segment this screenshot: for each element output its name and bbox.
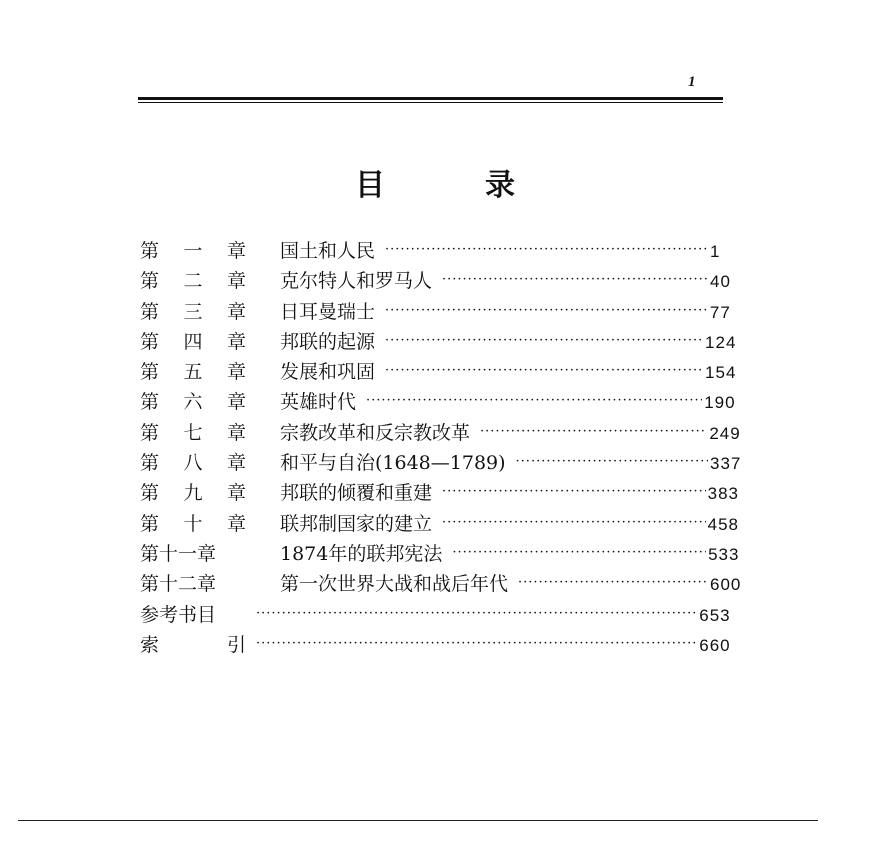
chapter-label-char: 七 (183, 421, 203, 444)
entry-title: 邦联的起源 (280, 330, 376, 353)
chapter-label-char: 章 (226, 391, 246, 414)
dot-leader (442, 265, 708, 295)
toc-entry[interactable] (140, 448, 742, 478)
page-reference: 77 (709, 302, 731, 322)
chapter-label-char: 第 (140, 421, 160, 444)
chapter-label (140, 569, 246, 599)
dot-leader (442, 508, 706, 538)
chapter-label-char: 第十二章 (140, 573, 217, 596)
page-reference: 383 (707, 484, 739, 504)
footer-rule (18, 820, 818, 821)
chapter-label (140, 236, 246, 266)
chapter-label-char: 第 (140, 361, 160, 384)
page-reference: 660 (699, 635, 731, 655)
chapter-label-char: 二 (183, 270, 203, 293)
page-reference: 653 (699, 605, 731, 625)
chapter-label-char: 五 (183, 361, 203, 384)
dot-leader (385, 235, 708, 265)
chapter-label (140, 357, 246, 387)
toc-entry[interactable] (140, 266, 731, 296)
chapter-label (140, 418, 246, 448)
entry-title: 国土和人民 (280, 240, 376, 262)
chapter-label-char: 引 (226, 633, 246, 656)
page-reference: 337 (710, 454, 742, 474)
chapter-label (140, 539, 246, 569)
chapter-label (140, 448, 246, 478)
chapter-label-char: 参考书目 (140, 603, 217, 626)
dot-leader (256, 629, 697, 659)
dot-leader (366, 386, 702, 416)
toc-entry[interactable] (140, 387, 736, 417)
chapter-label-char: 章 (226, 240, 246, 262)
entry-title: 1874年的联邦宪法 (280, 542, 443, 565)
chapter-label (140, 509, 246, 539)
page-reference: 600 (710, 575, 742, 595)
title-char-left: 目 (355, 168, 385, 203)
chapter-label-char: 第 (140, 391, 160, 414)
chapter-label-char: 一 (183, 240, 203, 262)
entry-title: 发展和巩固 (280, 361, 376, 384)
title-char-right: 录 (485, 168, 515, 203)
entry-title: 联邦制国家的建立 (280, 512, 433, 535)
chapter-label (140, 387, 246, 417)
chapter-label-char: 章 (226, 300, 246, 323)
page-reference: 154 (705, 363, 737, 383)
dot-leader (442, 477, 706, 507)
chapter-label (140, 478, 246, 508)
page-reference: 124 (705, 332, 737, 352)
page-number: 1 (688, 74, 696, 90)
chapter-label (140, 630, 246, 660)
chapter-label-char: 第 (140, 330, 160, 353)
page-reference: 1 (710, 242, 721, 261)
entry-title: 邦联的倾覆和重建 (280, 482, 433, 505)
toc-entry[interactable] (140, 630, 731, 660)
dot-leader (385, 296, 708, 326)
entry-title: 宗教改革和反宗教改革 (280, 421, 471, 444)
entry-title: 和平与自治(1648—1789) (280, 452, 506, 475)
page-reference: 458 (707, 514, 739, 534)
toc-entry[interactable] (140, 509, 739, 539)
chapter-label-char: 章 (226, 452, 246, 475)
dot-leader (518, 568, 708, 598)
chapter-label-char: 四 (183, 330, 203, 353)
chapter-label-char: 章 (226, 512, 246, 535)
chapter-label (140, 297, 246, 327)
entry-title: 日耳曼瑞士 (280, 300, 376, 323)
toc-entry[interactable] (140, 569, 742, 599)
toc-entry[interactable] (140, 600, 731, 630)
dot-leader (385, 356, 703, 386)
chapter-label-char: 第 (140, 482, 160, 505)
chapter-label-char: 章 (226, 421, 246, 444)
chapter-label-char: 第 (140, 300, 160, 323)
header-rule (138, 97, 723, 103)
table-of-contents (140, 236, 742, 660)
dot-leader (256, 599, 697, 629)
entry-title: 克尔特人和罗马人 (280, 270, 433, 293)
chapter-label-char: 章 (226, 270, 246, 293)
chapter-label-char: 八 (183, 452, 203, 475)
chapter-label-char: 章 (226, 361, 246, 384)
toc-entry[interactable] (140, 539, 740, 569)
page-title (0, 160, 870, 204)
chapter-label (140, 600, 246, 630)
toc-entry[interactable] (140, 478, 739, 508)
chapter-label (140, 327, 246, 357)
chapter-label-char: 三 (183, 300, 203, 323)
dot-leader (516, 447, 708, 477)
toc-entry[interactable] (140, 236, 720, 266)
dot-leader (385, 326, 703, 356)
toc-entry[interactable] (140, 297, 731, 327)
page-reference: 40 (710, 272, 731, 292)
chapter-label-char: 九 (183, 482, 203, 505)
page-reference: 249 (709, 423, 741, 443)
entry-title: 英雄时代 (280, 391, 357, 414)
chapter-label-char: 章 (226, 330, 246, 353)
chapter-label-char: 索 (140, 633, 160, 656)
dot-leader (480, 417, 707, 447)
toc-entry[interactable] (140, 357, 737, 387)
toc-entry[interactable] (140, 327, 737, 357)
page-reference: 190 (704, 393, 736, 413)
entry-title: 第一次世界大战和战后年代 (280, 573, 509, 596)
chapter-label-char: 第十一章 (140, 542, 217, 565)
chapter-label (140, 266, 246, 296)
chapter-label-char: 十 (183, 512, 203, 535)
chapter-label-char: 第 (140, 452, 160, 475)
chapter-label-char: 第 (140, 270, 160, 293)
chapter-label-char: 第 (140, 512, 160, 535)
page-reference: 533 (708, 544, 740, 564)
chapter-label-char: 第 (140, 240, 160, 262)
dot-leader (452, 538, 706, 568)
chapter-label-char: 六 (183, 391, 203, 414)
chapter-label-char: 章 (226, 482, 246, 505)
toc-entry[interactable] (140, 418, 741, 448)
